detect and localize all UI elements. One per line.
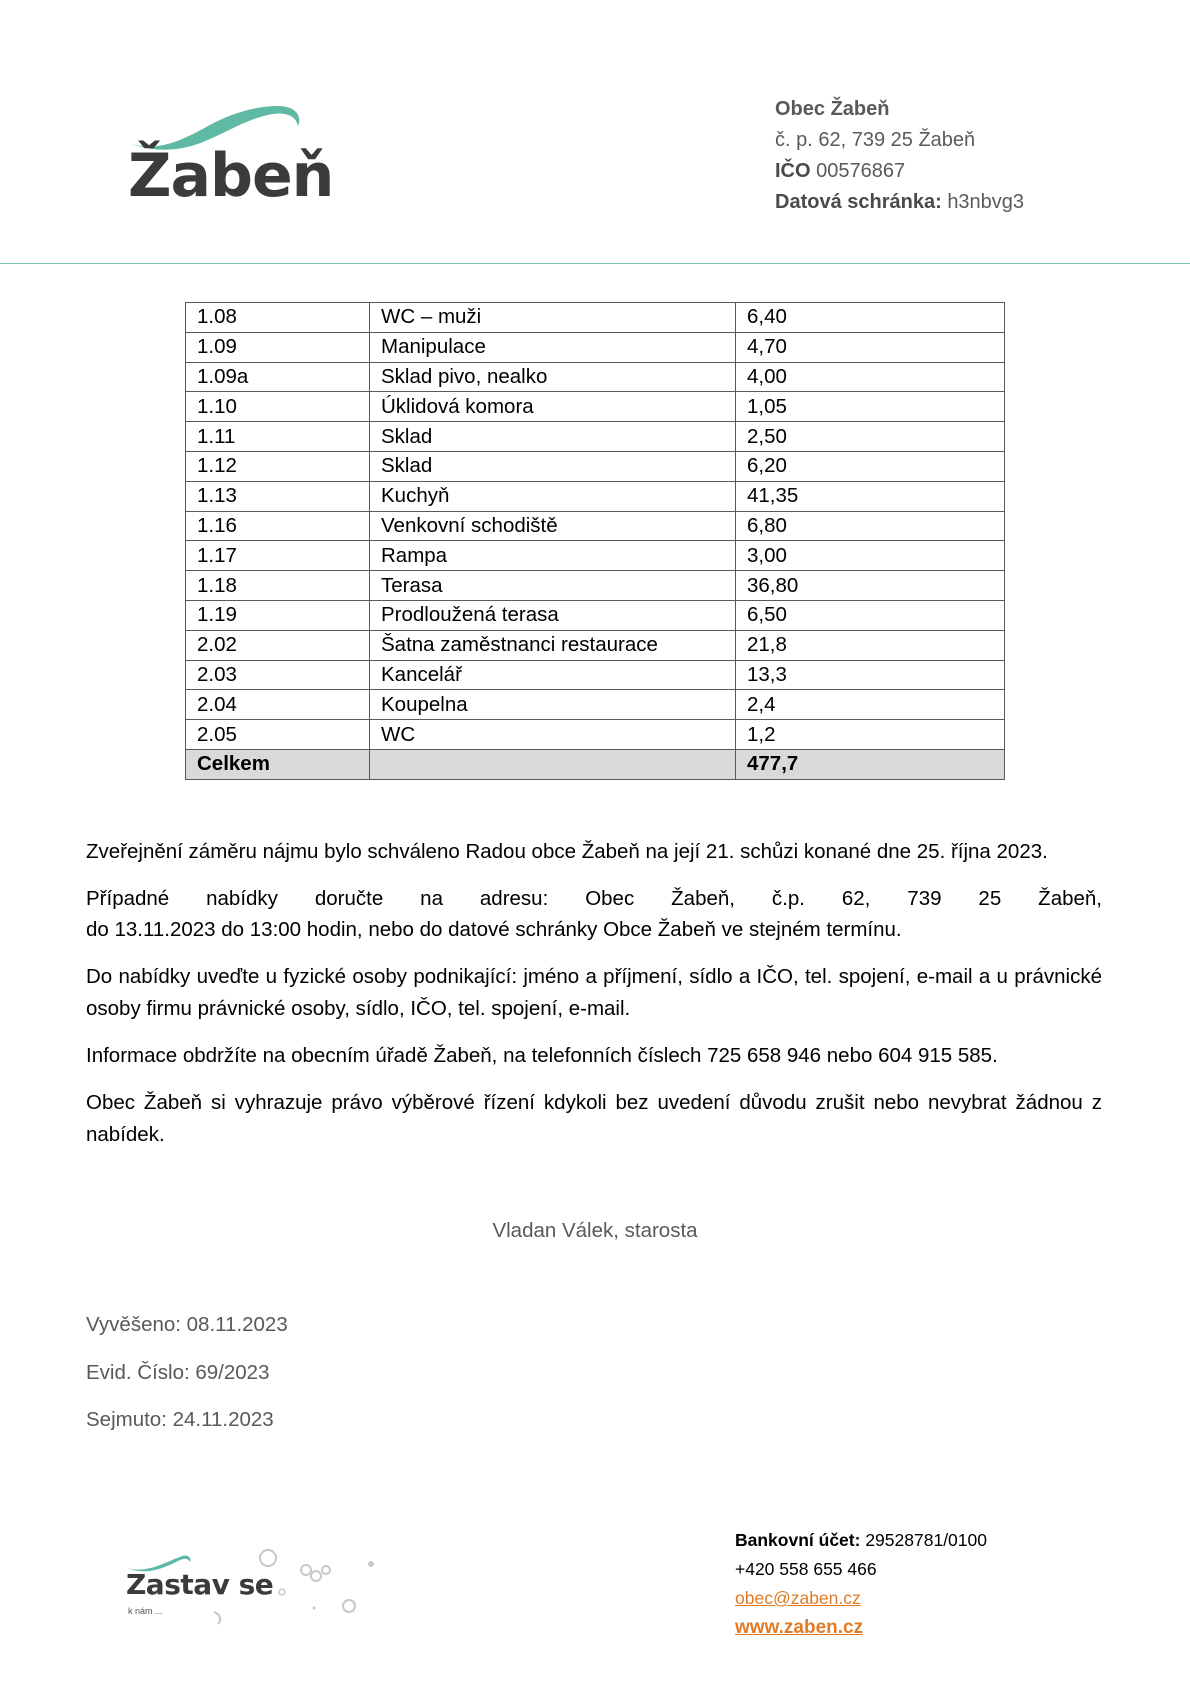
room-area: 6,40 <box>736 303 1005 333</box>
total-value: 477,7 <box>736 749 1005 779</box>
footer-phone: +420 558 655 466 <box>735 1559 877 1579</box>
bank-account: Bankovní účet: 29528781/0100 <box>735 1530 987 1550</box>
room-number: 1.09a <box>186 362 370 392</box>
room-name: WC – muži <box>370 303 736 333</box>
room-name: Kuchyň <box>370 481 736 511</box>
room-name: Venkovní schodiště <box>370 511 736 541</box>
room-number: 1.17 <box>186 541 370 571</box>
zaben-logo <box>128 104 334 214</box>
room-area: 3,00 <box>736 541 1005 571</box>
room-number: 1.18 <box>186 571 370 601</box>
posted-date: Vyvěšeno: 08.11.2023 <box>86 1313 288 1336</box>
room-name: Sklad <box>370 422 736 452</box>
logo-wordmark: Žabeň <box>128 141 334 211</box>
table-row <box>186 332 1005 362</box>
room-number: 1.09 <box>186 332 370 362</box>
header-contact <box>775 94 1024 218</box>
org-ico: IČO 00576867 <box>775 160 906 182</box>
paragraph-approval: Zveřejnění záměru nájmu bylo schváleno Radou obce Žabeň na její 21. schůzi konané dne 25. října 2023. <box>86 840 1048 863</box>
table-row <box>186 660 1005 690</box>
room-area: 4,70 <box>736 332 1005 362</box>
table-row <box>186 511 1005 541</box>
evidence-number: Evid. Číslo: 69/2023 <box>86 1361 270 1384</box>
removed-date: Sejmuto: 24.11.2023 <box>86 1408 274 1431</box>
room-area: 1,05 <box>736 392 1005 422</box>
room-number: 1.12 <box>186 451 370 481</box>
room-name: Terasa <box>370 571 736 601</box>
table-row <box>186 571 1005 601</box>
room-name: Úklidová komora <box>370 392 736 422</box>
room-area: 13,3 <box>736 660 1005 690</box>
paragraph-requirements: Do nabídky uveďte u fyzické osoby podnikající: jméno a příjmení, sídlo a IČO, tel. spojení, e-mail a u právnické osoby firmu právnické osoby, sídlo, IČO, tel. spojení, e-mail. <box>86 965 1102 1020</box>
table-row <box>186 362 1005 392</box>
org-name: Obec Žabeň <box>775 98 890 120</box>
room-area: 6,50 <box>736 600 1005 630</box>
table-row <box>186 303 1005 333</box>
room-name: Sklad <box>370 451 736 481</box>
paragraph-offers-line1: Případné nabídky doručte na adresu: Obec Žabeň, č.p. 62, 739 25 Žabeň, <box>86 887 1102 910</box>
total-empty-cell <box>370 749 736 779</box>
table-total-row <box>186 749 1005 779</box>
footer-contact <box>735 1526 987 1642</box>
room-number: 1.08 <box>186 303 370 333</box>
paragraph-reservation: Obec Žabeň si vyhrazuje právo výběrové řízení kdykoli bez uvedení důvodu zrušit nebo nevybrat žádnou z nabídek. <box>86 1091 1102 1146</box>
table-row <box>186 422 1005 452</box>
table-row <box>186 720 1005 750</box>
zastav-se-logo <box>126 1548 386 1628</box>
room-name: Koupelna <box>370 690 736 720</box>
footer-logo-wordmark: Zastav se <box>126 1568 274 1601</box>
paragraph-offers-line2: do 13.11.2023 do 13:00 hodin, nebo do datové schránky Obce Žabeň ve stejném termínu. <box>86 918 902 941</box>
room-name: WC <box>370 720 736 750</box>
room-name: Šatna zaměstnanci restaurace <box>370 630 736 660</box>
email-link[interactable]: obec@zaben.cz <box>735 1588 861 1608</box>
room-name: Sklad pivo, nealko <box>370 362 736 392</box>
room-number: 1.19 <box>186 600 370 630</box>
signature: Vladan Válek, starosta <box>492 1219 698 1242</box>
room-area: 36,80 <box>736 571 1005 601</box>
org-data-box: Datová schránka: h3nbvg3 <box>775 191 1025 213</box>
total-label: Celkem <box>186 749 370 779</box>
footer-logo-subtext: k nám ... <box>128 1606 163 1616</box>
room-area: 21,8 <box>736 630 1005 660</box>
table-row <box>186 451 1005 481</box>
room-number: 1.16 <box>186 511 370 541</box>
room-number: 2.02 <box>186 630 370 660</box>
table-row <box>186 600 1005 630</box>
room-name: Rampa <box>370 541 736 571</box>
table-row <box>186 690 1005 720</box>
room-area: 2,4 <box>736 690 1005 720</box>
room-number: 2.04 <box>186 690 370 720</box>
org-address: č. p. 62, 739 25 Žabeň <box>775 129 976 151</box>
rooms-table <box>185 302 1005 780</box>
room-number: 1.11 <box>186 422 370 452</box>
table-row <box>186 481 1005 511</box>
room-area: 6,20 <box>736 451 1005 481</box>
room-number: 2.05 <box>186 720 370 750</box>
room-number: 2.03 <box>186 660 370 690</box>
room-area: 2,50 <box>736 422 1005 452</box>
paragraph-information: Informace obdržíte na obecním úřadě Žabeň, na telefonních číslech 725 658 946 nebo 604 915 585. <box>86 1044 998 1067</box>
room-area: 1,2 <box>736 720 1005 750</box>
room-name: Manipulace <box>370 332 736 362</box>
table-row <box>186 630 1005 660</box>
table-row <box>186 541 1005 571</box>
room-name: Prodloužená terasa <box>370 600 736 630</box>
header-divider <box>0 263 1190 264</box>
room-number: 1.13 <box>186 481 370 511</box>
website-link[interactable]: www.zaben.cz <box>735 1617 864 1638</box>
table-row <box>186 392 1005 422</box>
room-area: 41,35 <box>736 481 1005 511</box>
room-number: 1.10 <box>186 392 370 422</box>
room-area: 6,80 <box>736 511 1005 541</box>
room-area: 4,00 <box>736 362 1005 392</box>
room-name: Kancelář <box>370 660 736 690</box>
